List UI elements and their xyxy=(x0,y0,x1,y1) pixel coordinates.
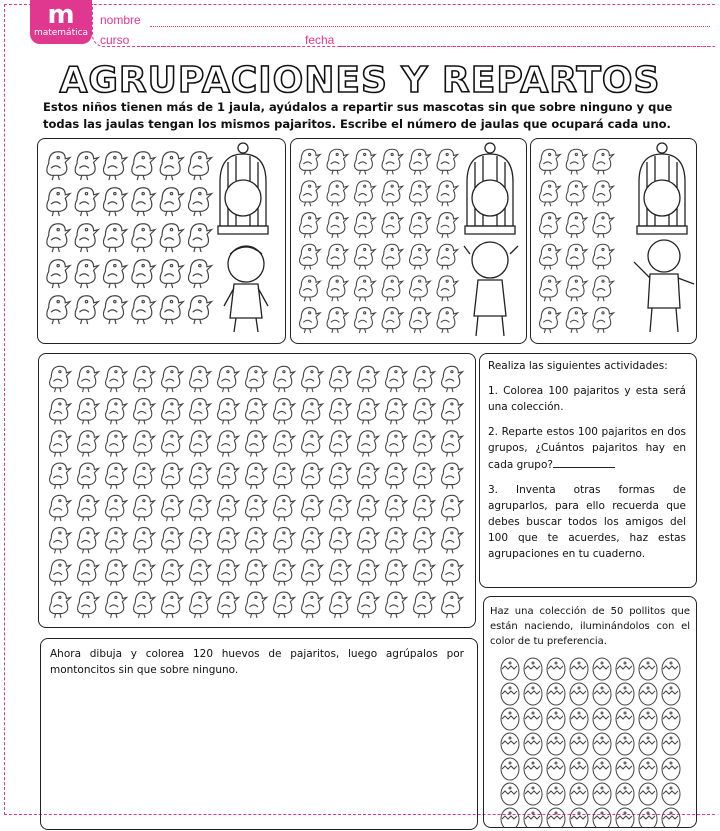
bird-icon xyxy=(327,308,348,333)
bird-icon xyxy=(78,463,99,489)
bird-icon xyxy=(410,181,431,206)
bird-icon xyxy=(162,528,183,554)
chick-egg-icon xyxy=(616,683,634,705)
chick-egg-icon xyxy=(524,658,542,680)
chick-egg-icon xyxy=(547,683,565,705)
bird-icon xyxy=(410,308,431,333)
name-field[interactable] xyxy=(150,26,710,27)
bird-icon xyxy=(190,560,211,586)
bird-icon xyxy=(78,399,99,425)
bird-icon xyxy=(358,399,379,425)
chicks-instruction: Haz una colección de 50 pollitos que están naciendo, iluminándolos con el color de tu preferencia. xyxy=(490,606,690,647)
chick-egg-icon xyxy=(570,758,588,780)
bird-icon xyxy=(302,463,323,489)
bird-icon xyxy=(106,592,127,618)
chick-egg-icon xyxy=(501,808,519,827)
bird-icon xyxy=(414,463,435,489)
bird-icon xyxy=(330,366,351,392)
page-title xyxy=(40,54,680,102)
logo-letter: m xyxy=(47,0,75,30)
bird-icon xyxy=(189,260,212,288)
bird-icon xyxy=(540,181,561,206)
chick-egg-icon xyxy=(570,733,588,755)
bird-icon xyxy=(106,399,127,425)
bird-icon xyxy=(327,149,348,174)
bird-icon xyxy=(274,560,295,586)
bird-icon xyxy=(160,296,183,324)
bird-icon xyxy=(566,276,587,301)
bird-icon xyxy=(50,399,71,425)
chick-egg-icon xyxy=(593,783,611,805)
chick-egg-icon xyxy=(616,758,634,780)
bird-icon xyxy=(437,244,458,269)
bird-icon xyxy=(414,528,435,554)
bird-icon xyxy=(442,399,463,425)
chick-egg-icon xyxy=(547,658,565,680)
bird-icon xyxy=(358,528,379,554)
bird-icon xyxy=(246,366,267,392)
bird-icon xyxy=(274,528,295,554)
page-title-text: AGRUPACIONES Y REPARTOS xyxy=(59,60,661,101)
bird-icon xyxy=(355,276,376,301)
chick-egg-icon xyxy=(662,758,680,780)
chick-egg-icon xyxy=(639,708,657,730)
bird-icon xyxy=(132,188,155,216)
bird-icon xyxy=(330,560,351,586)
bird-icon xyxy=(104,260,127,288)
bird-icon xyxy=(540,213,561,238)
bird-icon xyxy=(246,431,267,457)
panel-boy-2 xyxy=(530,138,697,344)
bird-icon xyxy=(75,224,98,252)
bird-icon xyxy=(300,244,321,269)
bird-icon xyxy=(302,592,323,618)
brand-logo xyxy=(30,0,92,44)
bird-icon xyxy=(50,495,71,521)
bird-icon xyxy=(355,244,376,269)
date-label: fecha xyxy=(305,33,335,47)
chick-egg-icon xyxy=(662,658,680,680)
chick-egg-icon xyxy=(524,783,542,805)
bird-icon xyxy=(593,276,614,301)
bird-icon xyxy=(50,592,71,618)
bird-icon xyxy=(386,399,407,425)
chick-egg-icon xyxy=(662,783,680,805)
bird-icon xyxy=(330,528,351,554)
bird-icon xyxy=(160,152,183,180)
bird-collection-panel xyxy=(38,353,476,628)
bird-icon xyxy=(442,463,463,489)
course-field[interactable] xyxy=(138,46,298,47)
bird-icon xyxy=(437,276,458,301)
chick-egg-icon xyxy=(593,683,611,705)
bird-icon xyxy=(75,296,98,324)
bird-icon xyxy=(593,181,614,206)
bird-icon xyxy=(414,399,435,425)
bird-icon xyxy=(358,592,379,618)
bird-icon xyxy=(566,308,587,333)
chick-egg-icon xyxy=(547,783,565,805)
bird-icon xyxy=(442,495,463,521)
activity-2: 2. Reparte estos 100 pajaritos en dos grupos, ¿Cuántos pajaritos hay en cada grupo? xyxy=(488,426,686,471)
activity-3: 3. Inventa otras formas de agruparlos, para ello recuerda que debes buscar todos los amigos del 100 que te acuerdes, haz estas agrupaciones en tu cuaderno. xyxy=(488,484,686,560)
bird-icon xyxy=(414,366,435,392)
bird-icon xyxy=(132,152,155,180)
bird-icon xyxy=(246,528,267,554)
answer-blank[interactable] xyxy=(553,456,615,468)
bird-icon xyxy=(189,224,212,252)
bird-icon xyxy=(386,560,407,586)
bird-icon xyxy=(302,560,323,586)
bird-grid-28 xyxy=(38,139,285,343)
chick-egg-icon xyxy=(593,733,611,755)
bird-grid-36 xyxy=(291,139,526,343)
chick-egg-icon xyxy=(524,733,542,755)
bird-icon xyxy=(190,495,211,521)
bird-icon xyxy=(246,463,267,489)
bird-icon xyxy=(302,528,323,554)
bird-icon xyxy=(330,399,351,425)
bird-icon xyxy=(134,431,155,457)
bird-icon xyxy=(189,296,212,324)
chick-egg-icon xyxy=(639,658,657,680)
bird-icon xyxy=(134,399,155,425)
chick-egg-icon xyxy=(639,783,657,805)
bird-icon xyxy=(190,528,211,554)
bird-icon xyxy=(134,366,155,392)
bird-icon xyxy=(162,431,183,457)
chick-egg-icon xyxy=(616,658,634,680)
bird-icon xyxy=(358,495,379,521)
bird-icon xyxy=(382,181,403,206)
chick-egg-icon xyxy=(501,708,519,730)
bird-icon xyxy=(382,244,403,269)
bird-icon xyxy=(50,366,71,392)
bird-icon xyxy=(274,495,295,521)
bird-icon xyxy=(190,366,211,392)
bird-icon xyxy=(75,152,98,180)
bird-icon xyxy=(358,560,379,586)
chick-egg-icon xyxy=(570,783,588,805)
bird-icon xyxy=(160,188,183,216)
chick-egg-icon xyxy=(524,808,542,827)
chick-egg-icon xyxy=(501,783,519,805)
bird-icon xyxy=(47,296,70,324)
bird-icon xyxy=(190,399,211,425)
bird-icon xyxy=(218,366,239,392)
chick-egg-icon xyxy=(547,808,565,827)
bird-icon xyxy=(134,560,155,586)
chick-egg-icon xyxy=(639,733,657,755)
bird-icon xyxy=(355,181,376,206)
bird-icon xyxy=(162,463,183,489)
bird-icon xyxy=(300,213,321,238)
logo-subject: matemática xyxy=(33,28,89,38)
chick-egg-icon xyxy=(616,783,634,805)
chick-egg-icon xyxy=(524,708,542,730)
bird-icon xyxy=(593,149,614,174)
bird-icon xyxy=(132,260,155,288)
bird-icon xyxy=(300,181,321,206)
chick-egg-icon xyxy=(547,758,565,780)
bird-icon xyxy=(106,463,127,489)
bird-icon xyxy=(386,592,407,618)
bird-icon xyxy=(414,560,435,586)
bird-icon xyxy=(410,244,431,269)
bird-icon xyxy=(47,152,70,180)
bird-icon xyxy=(566,244,587,269)
chick-egg-icon xyxy=(593,758,611,780)
bird-icon xyxy=(330,592,351,618)
bird-icon xyxy=(437,181,458,206)
bird-icon xyxy=(50,528,71,554)
bird-icon xyxy=(246,399,267,425)
bird-icon xyxy=(218,399,239,425)
bird-icon xyxy=(160,260,183,288)
bird-icon xyxy=(330,463,351,489)
bird-icon xyxy=(78,495,99,521)
bird-icon xyxy=(386,463,407,489)
bird-icon xyxy=(75,260,98,288)
bird-icon xyxy=(134,592,155,618)
panel-girl xyxy=(290,138,527,344)
bird-icon xyxy=(330,431,351,457)
bird-icon xyxy=(274,463,295,489)
bird-icon xyxy=(358,431,379,457)
bird-icon xyxy=(218,495,239,521)
bird-icon xyxy=(50,560,71,586)
bird-icon xyxy=(566,149,587,174)
eggs-instruction: Ahora dibuja y colorea 120 huevos de pajaritos, luego agrúpalos por montoncitos sin que sobre ninguno. xyxy=(50,648,464,676)
bird-icon xyxy=(442,431,463,457)
bird-icon xyxy=(302,495,323,521)
bird-icon xyxy=(355,213,376,238)
bird-icon xyxy=(437,308,458,333)
bird-icon xyxy=(302,431,323,457)
bird-icon xyxy=(274,431,295,457)
bird-icon xyxy=(355,149,376,174)
bird-icon xyxy=(382,149,403,174)
bird-grid-18 xyxy=(531,139,696,343)
bird-icon xyxy=(246,592,267,618)
chick-egg-icon xyxy=(547,733,565,755)
bird-icon xyxy=(327,244,348,269)
bird-icon xyxy=(75,188,98,216)
bird-icon xyxy=(386,431,407,457)
chick-egg-icon xyxy=(662,733,680,755)
bird-icon xyxy=(442,528,463,554)
bird-icon xyxy=(132,224,155,252)
bird-icon xyxy=(302,399,323,425)
bird-icon xyxy=(593,308,614,333)
bird-icon xyxy=(442,560,463,586)
bird-icon xyxy=(382,276,403,301)
chick-egg-icon xyxy=(639,758,657,780)
bird-icon xyxy=(274,592,295,618)
bird-icon xyxy=(134,528,155,554)
bird-icon xyxy=(190,463,211,489)
bird-icon xyxy=(106,431,127,457)
panel-boy xyxy=(37,138,286,344)
bird-icon xyxy=(162,495,183,521)
bird-icon xyxy=(162,366,183,392)
activity-1: 1. Colorea 100 pajaritos y esta será una colección. xyxy=(488,385,686,413)
bird-icon xyxy=(78,560,99,586)
bird-icon xyxy=(78,528,99,554)
bird-icon xyxy=(410,213,431,238)
bird-icon xyxy=(327,276,348,301)
bird-icon xyxy=(593,213,614,238)
chick-egg-icon xyxy=(570,658,588,680)
bird-icon xyxy=(104,224,127,252)
chick-egg-icon xyxy=(616,708,634,730)
bird-icon xyxy=(218,528,239,554)
bird-icon xyxy=(382,213,403,238)
chick-egg-icon xyxy=(570,683,588,705)
bird-icon xyxy=(327,213,348,238)
chick-egg-icon xyxy=(501,758,519,780)
course-label: curso xyxy=(100,33,130,47)
bird-icon xyxy=(218,560,239,586)
chick-egg-icon xyxy=(662,808,680,827)
bird-icon xyxy=(47,260,70,288)
bird-icon xyxy=(442,366,463,392)
chick-egg-icon xyxy=(570,808,588,827)
bird-icon xyxy=(414,431,435,457)
bird-icon xyxy=(189,152,212,180)
bird-icon xyxy=(218,431,239,457)
chick-egg-icon xyxy=(593,658,611,680)
bird-icon xyxy=(47,188,70,216)
bird-icon xyxy=(106,366,127,392)
bird-icon xyxy=(300,149,321,174)
chick-egg-icon xyxy=(524,758,542,780)
chick-egg-icon xyxy=(570,708,588,730)
bird-icon xyxy=(162,399,183,425)
bird-icon xyxy=(327,181,348,206)
bird-icon xyxy=(355,308,376,333)
bird-icon xyxy=(50,431,71,457)
bird-icon xyxy=(78,366,99,392)
chick-egg-icon xyxy=(616,808,634,827)
bird-icon xyxy=(437,213,458,238)
bird-icon xyxy=(386,495,407,521)
bird-icon xyxy=(218,592,239,618)
chick-egg-icon xyxy=(501,683,519,705)
chick-egg-icon xyxy=(547,708,565,730)
bird-icon xyxy=(414,592,435,618)
bird-icon xyxy=(246,495,267,521)
chick-egg-icon xyxy=(639,808,657,827)
bird-icon xyxy=(358,463,379,489)
intro-text: Estos niños tienen más de 1 jaula, ayúdalos a repartir sus mascotas sin que sobre ninguno y que todas las jaulas tengan los mismos pajaritos. Escribe el número de jaulas que ocupará cada uno. xyxy=(43,100,673,131)
chick-egg-icon xyxy=(593,708,611,730)
bird-icon xyxy=(106,560,127,586)
bird-icon xyxy=(302,366,323,392)
date-field[interactable] xyxy=(340,46,710,47)
bird-icon xyxy=(410,149,431,174)
bird-icon xyxy=(104,152,127,180)
chick-egg-icon xyxy=(616,733,634,755)
bird-icon xyxy=(50,463,71,489)
name-label: nombre xyxy=(100,13,141,27)
chick-egg-icon xyxy=(524,683,542,705)
bird-icon xyxy=(330,495,351,521)
bird-icon xyxy=(134,495,155,521)
bird-icon xyxy=(300,276,321,301)
bird-grid-100 xyxy=(39,354,475,627)
chick-egg-icon xyxy=(639,683,657,705)
chick-egg-icon xyxy=(662,708,680,730)
bird-icon xyxy=(189,188,212,216)
bird-icon xyxy=(104,188,127,216)
activities-text xyxy=(488,358,686,571)
chick-egg-icon xyxy=(501,733,519,755)
bird-icon xyxy=(190,592,211,618)
bird-icon xyxy=(190,431,211,457)
bird-icon xyxy=(162,560,183,586)
bird-icon xyxy=(132,296,155,324)
bird-icon xyxy=(410,276,431,301)
bird-icon xyxy=(386,366,407,392)
bird-icon xyxy=(382,308,403,333)
bird-icon xyxy=(540,308,561,333)
chick-egg-icon xyxy=(501,658,519,680)
bird-icon xyxy=(218,463,239,489)
bird-icon xyxy=(160,224,183,252)
bird-icon xyxy=(442,592,463,618)
bird-icon xyxy=(134,463,155,489)
bird-icon xyxy=(246,560,267,586)
bird-icon xyxy=(106,495,127,521)
bird-icon xyxy=(300,308,321,333)
bird-icon xyxy=(437,149,458,174)
bird-icon xyxy=(78,431,99,457)
bird-icon xyxy=(274,366,295,392)
bird-icon xyxy=(162,592,183,618)
activities-heading: Realiza las siguientes actividades: xyxy=(488,360,668,372)
bird-icon xyxy=(386,528,407,554)
bird-icon xyxy=(566,181,587,206)
bird-icon xyxy=(414,495,435,521)
bird-icon xyxy=(593,244,614,269)
bird-icon xyxy=(540,244,561,269)
chick-egg-icon xyxy=(593,808,611,827)
bird-icon xyxy=(106,528,127,554)
bird-icon xyxy=(566,213,587,238)
bird-icon xyxy=(104,296,127,324)
bird-icon xyxy=(540,149,561,174)
bird-icon xyxy=(358,366,379,392)
bird-icon xyxy=(78,592,99,618)
bird-icon xyxy=(274,399,295,425)
bird-icon xyxy=(540,276,561,301)
chick-egg-icon xyxy=(662,683,680,705)
bird-icon xyxy=(47,224,70,252)
